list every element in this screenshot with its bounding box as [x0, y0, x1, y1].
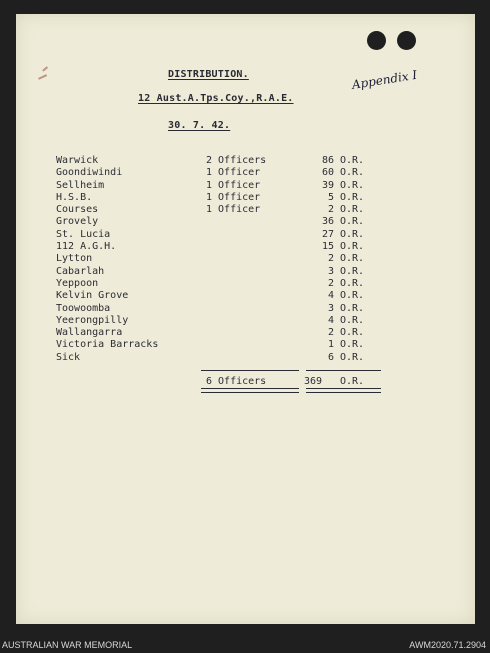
officer-count: 1 Officer [206, 167, 261, 179]
archive-reference: AWM2020.71.2904 [409, 640, 486, 650]
document-date: 30. 7. 42. [168, 120, 231, 131]
officer-count: 1 Officer [206, 179, 261, 191]
or-count: 2 [327, 204, 334, 216]
or-unit: O.R. [340, 179, 365, 191]
or-unit: O.R. [340, 167, 365, 179]
unit-heading: 12 Aust.A.Tps.Coy.,R.A.E. [138, 93, 294, 104]
or-unit: O.R. [340, 277, 365, 289]
ink-mark [38, 74, 47, 79]
total-officers: 6 Officers [206, 376, 267, 387]
location-name: Warwick [56, 155, 99, 166]
location-name: H.S.B. [56, 191, 93, 203]
location-name: Yeppoon [56, 277, 99, 289]
location-name: Kelvin Grove [56, 290, 129, 302]
document-title: DISTRIBUTION. [168, 69, 249, 80]
location-name: Victoria Barracks [56, 339, 159, 351]
or-unit: O.R. [340, 327, 365, 339]
or-count: 3 [327, 302, 334, 314]
location-name: Wallangarra [56, 327, 123, 339]
or-count: 2 [327, 277, 334, 289]
punch-hole [367, 31, 386, 50]
location-name: Lytton [56, 253, 93, 265]
double-underline [201, 388, 299, 393]
or-count: 27 [321, 228, 334, 240]
location-name: Grovely [56, 216, 99, 228]
or-unit: O.R. [340, 314, 365, 326]
location-name: Sellheim [56, 179, 105, 191]
or-unit: O.R. [340, 216, 365, 228]
total-unit: O.R. [340, 376, 365, 387]
total-rule [306, 370, 381, 371]
or-count: 5 [327, 191, 334, 203]
handwritten-annotation: Appendix I [350, 67, 418, 92]
or-unit: O.R. [340, 204, 365, 216]
or-count: 15 [321, 241, 334, 253]
officer-count: 1 Officer [206, 204, 261, 216]
or-count: 86 [321, 155, 334, 166]
or-unit: O.R. [340, 191, 365, 203]
or-count: 6 [327, 351, 334, 363]
or-count: 60 [321, 167, 334, 179]
location-name: 112 A.G.H. [56, 241, 117, 253]
or-unit: O.R. [340, 253, 365, 265]
punch-hole [397, 31, 416, 50]
location-name: Courses [56, 204, 99, 216]
location-name: Toowoomba [56, 302, 111, 314]
or-unit: O.R. [340, 228, 365, 240]
or-unit: O.R. [340, 290, 365, 302]
location-name: St. Lucia [56, 228, 111, 240]
officer-count: 2 Officers [206, 155, 267, 166]
or-count: 4 [327, 290, 334, 302]
or-count: 2 [327, 253, 334, 265]
or-unit: O.R. [340, 265, 365, 277]
document-page [16, 14, 475, 624]
location-name: Goondiwindi [56, 167, 123, 179]
location-name: Cabarlah [56, 265, 105, 277]
or-count: 2 [327, 327, 334, 339]
ink-mark [42, 66, 48, 71]
or-count: 1 [327, 339, 334, 351]
or-count: 39 [321, 179, 334, 191]
total-count: 369 [304, 376, 323, 387]
or-count: 3 [327, 265, 334, 277]
archive-credit: AUSTRALIAN WAR MEMORIAL [2, 640, 133, 650]
or-count: 36 [321, 216, 334, 228]
or-count: 4 [327, 314, 334, 326]
or-unit: O.R. [340, 302, 365, 314]
or-unit: O.R. [340, 339, 365, 351]
total-rule [201, 370, 299, 371]
or-unit: O.R. [340, 155, 365, 166]
or-unit: O.R. [340, 351, 365, 363]
location-name: Yeerongpilly [56, 314, 129, 326]
officer-count: 1 Officer [206, 191, 261, 203]
location-name: Sick [56, 351, 81, 363]
double-underline [306, 388, 381, 393]
or-unit: O.R. [340, 241, 365, 253]
